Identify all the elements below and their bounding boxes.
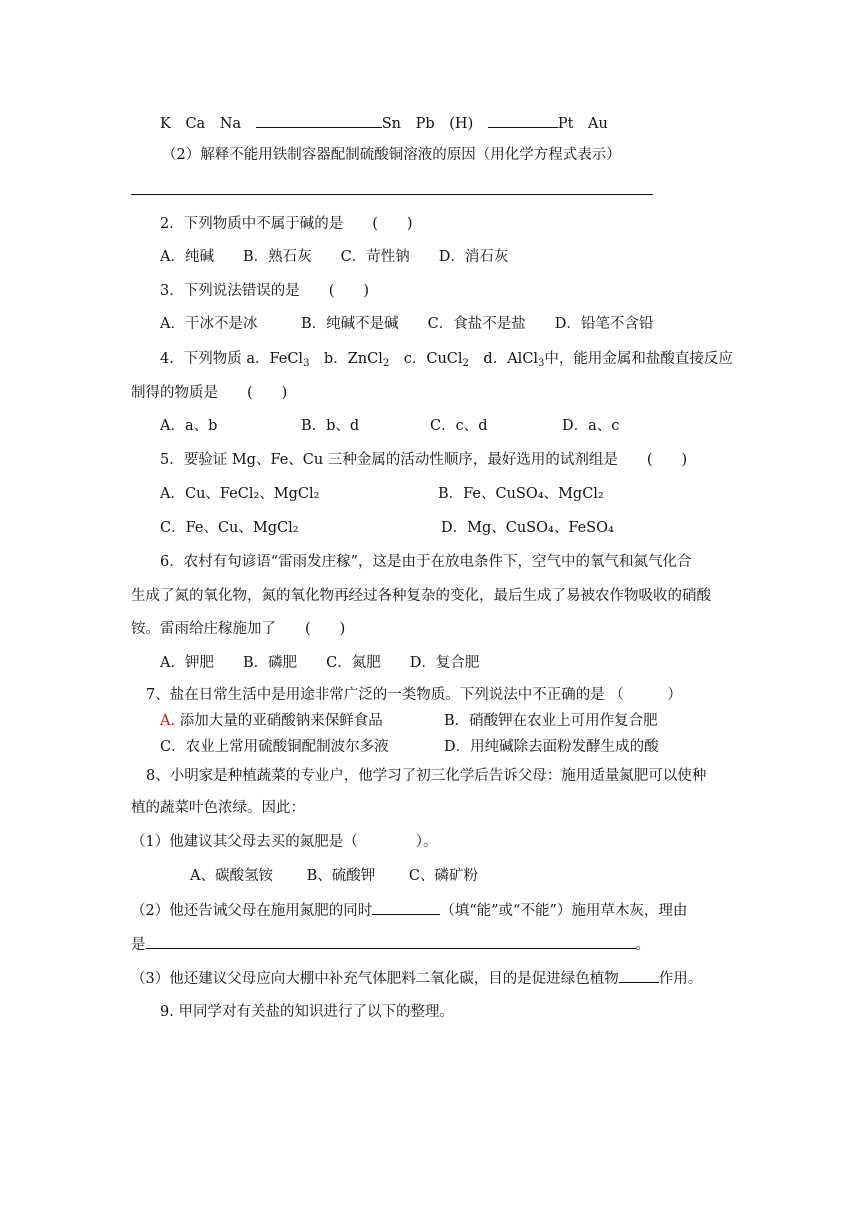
blank-2	[488, 113, 558, 128]
q6-options: A．钾肥 B．磷肥 C．氮肥 D．复合肥	[160, 655, 480, 671]
blank-4	[146, 934, 636, 949]
q6-line1: 6．农村有句谚语“雷雨发庄稼”，这是由于在放电条件下，空气中的氧气和氮气化合	[160, 554, 692, 570]
q4-stem-cont: 制得的物质是 ( )	[131, 385, 288, 401]
blank-5	[619, 968, 659, 983]
q8-line1: 8、小明家是种植蔬菜的专业户，他学习了初三化学后告诉父母：施用适量氮肥可以使种	[146, 768, 707, 784]
q9-stem: 9. 甲同学对有关盐的知识进行了以下的整理。	[160, 1004, 454, 1020]
q4-option-a: A．a、b	[160, 418, 218, 434]
q5-option-d: D．Mg、CuSO₄、FeSO₄	[441, 520, 614, 536]
q8-line2: 植的蔬菜叶色浓绿。因此：	[131, 800, 305, 816]
q2-stem: 2．下列物质中不属于碱的是 ( )	[160, 216, 413, 232]
series-end: Pt Au	[557, 116, 608, 132]
q5-stem: 5．要验证 Mg、Fe、Cu 三种金属的活动性顺序，最好选用的试剂组是 ( )	[160, 452, 688, 468]
q4-option-d: D．a、c	[562, 418, 620, 434]
q4-option-b: B．b、d	[301, 418, 360, 434]
blank-1	[256, 113, 382, 128]
q5-option-b: B．Fe、CuSO₄、MgCl₂	[438, 486, 604, 502]
q1-part2: （2）解释不能用铁制容器配制硫酸铜溶液的原因（用化学方程式表示）	[162, 147, 621, 163]
series-middle: Sn Pb (H)	[381, 116, 488, 132]
q3-stem: 3．下列说法错误的是 ( )	[160, 283, 370, 299]
q5-option-a: A．Cu、FeCl₂、MgCl₂	[160, 486, 320, 502]
q2-options: A．纯碱 B．熟石灰 C．苛性钠 D．消石灰	[160, 249, 509, 265]
q4-option-c: C．c、d	[430, 418, 488, 434]
q3-options: A．干冰不是冰 B．纯碱不是碱 C．食盐不是盐 D．铅笔不含铅	[160, 316, 654, 332]
series-start: K Ca Na	[160, 116, 256, 132]
q8-part2-cont: 是 。	[131, 934, 650, 955]
q8-part2: （2）他还告诫父母在施用氮肥的同时 （填“能”或“不能”）施用草木灰，理由	[131, 900, 687, 921]
q4-stem: 4．下列物质 a．FeCl$_3$ b．ZnCl$_2$ c．CuCl$_2$ d．AlCl$_3$中，能用金属和盐酸直接反应	[160, 351, 733, 369]
q6-line2: 生成了氮的氧化物，氮的氧化物再经过各种复杂的变化，最后生成了易被农作物吸收的硝酸	[131, 588, 711, 604]
q7-option-b: B．硝酸钾在农业上可用作复合肥	[444, 713, 658, 729]
q8-part3: （3）他还建议父母应向大棚中补充气体肥料二氧化碳，目的是促进绿色植物 作用。	[131, 968, 702, 989]
q7-stem: 7、盐在日常生活中是用途非常广泛的一类物质。下列说法中不正确的是 （ ）	[146, 687, 682, 703]
q7-option-a-letter: A.	[160, 713, 176, 729]
q8-part1-options: A、碳酸氢铵 B、硫酸钾 C、磷矿粉	[190, 868, 478, 884]
q8-part1: （1）他建议其父母去买的氮肥是（ ）。	[131, 834, 438, 850]
blank-3	[372, 900, 440, 915]
activity-series-row	[160, 113, 608, 134]
q7-option-a: A. 添加大量的亚硝酸钠来保鲜食品	[160, 713, 383, 729]
answer-line	[131, 194, 653, 195]
q6-line3: 铵。雷雨给庄稼施加了 ( )	[131, 621, 346, 637]
q7-option-c: C．农业上常用硫酸铜配制波尔多液	[160, 739, 389, 755]
q7-option-d: D．用纯碱除去面粉发酵生成的酸	[444, 739, 659, 755]
q5-option-c: C．Fe、Cu、MgCl₂	[160, 520, 299, 536]
